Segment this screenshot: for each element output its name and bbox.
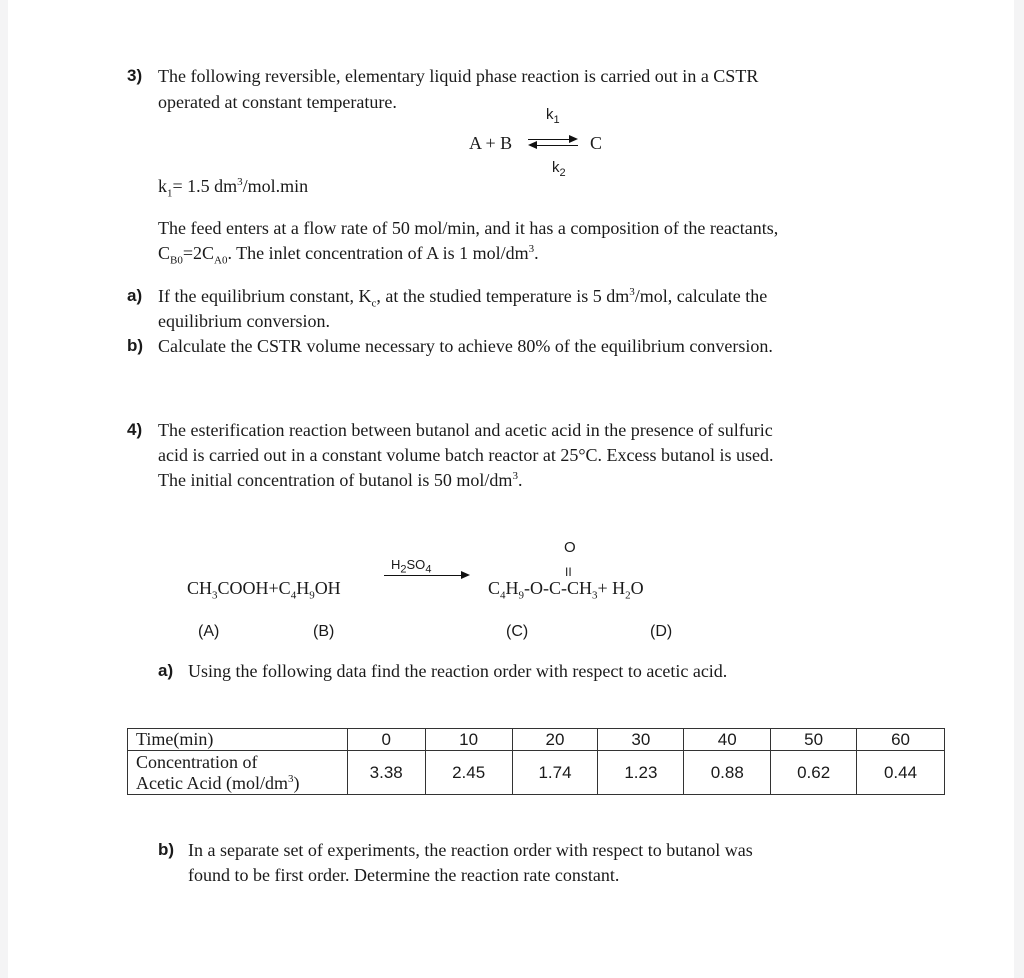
time-cell: 20 xyxy=(512,729,598,751)
time-cell: 10 xyxy=(425,729,512,751)
carbonyl-double-bond: II xyxy=(565,565,572,579)
equation-products: $C_4H_9-O-C-CH_3+ H_2O$ xyxy=(488,578,644,602)
q3-number: 3) xyxy=(127,66,143,85)
label-a: (A) xyxy=(198,623,220,640)
q4-text-line1: The esterification reaction between butanol and acetic acid in the presence of sulfuric xyxy=(158,420,773,440)
carbonyl-oxygen: O xyxy=(564,539,576,556)
q4-text-line3: The initial concentration of butanol is 50 mol/$dm^3$. xyxy=(158,470,523,490)
label-d: (D) xyxy=(650,623,673,640)
q3-text-line2: operated at constant temperature. xyxy=(158,92,397,112)
reaction-reactants: A + B xyxy=(469,133,513,153)
concentration-cell: 1.23 xyxy=(598,751,684,795)
q4a-label: a) xyxy=(158,661,174,680)
feed-line2: $C_{B0}=2C_{A0}$. The inlet concentration of A is 1 mol/$dm^3$. xyxy=(158,243,539,267)
q3a-line2: equilibrium conversion. xyxy=(158,311,330,331)
q3a-label: a) xyxy=(127,286,143,305)
q3b-label: b) xyxy=(127,336,144,355)
q3a-line1: If the equilibrium constant, $K_c$, at the studied temperature is 5 $dm^3$/mol, calculate the xyxy=(158,286,768,310)
q4-text-line2: acid is carried out in a constant volume batch reactor at 25°C. Excess butanol is used. xyxy=(158,445,774,465)
equation-reactants: $CH_3COOH+C_4H_9OH$ xyxy=(187,578,341,602)
k1-label: $k_1$ xyxy=(546,106,560,126)
time-header: Time(min) xyxy=(128,729,348,751)
label-c: (C) xyxy=(506,623,529,640)
q3b-text: Calculate the CSTR volume necessary to achieve 80% of the equilibrium conversion. xyxy=(158,336,773,356)
q3-text-line1: The following reversible, elementary liquid phase reaction is carried out in a CSTR xyxy=(158,66,759,86)
time-cell: 30 xyxy=(598,729,684,751)
time-cell: 60 xyxy=(857,729,945,751)
concentration-cell: 2.45 xyxy=(425,751,512,795)
q4b-line2: found to be first order. Determine the reaction rate constant. xyxy=(188,865,620,885)
k1-value: $k_1= 1.5$ $dm^3/mol.\min$ xyxy=(158,176,309,200)
q4a-text: Using the following data find the reaction order with respect to acetic acid. xyxy=(188,661,728,681)
catalyst-label: $H_2SO_4$ xyxy=(391,557,432,576)
reaction-product: C xyxy=(590,133,603,153)
time-cell: 50 xyxy=(771,729,857,751)
concentration-cell: 0.44 xyxy=(857,751,945,795)
concentration-cell: 0.88 xyxy=(684,751,771,795)
time-row xyxy=(128,729,945,751)
q4b-line1: In a separate set of experiments, the reaction order with respect to butanol was xyxy=(188,840,753,860)
concentration-cell: 0.62 xyxy=(771,751,857,795)
concentration-cell: 1.74 xyxy=(512,751,598,795)
q4b-label: b) xyxy=(158,840,175,859)
q4-number: 4) xyxy=(127,420,143,439)
time-cell: 40 xyxy=(684,729,771,751)
concentration-cell: 3.38 xyxy=(347,751,425,795)
label-b: (B) xyxy=(313,623,335,640)
concentration-row xyxy=(128,751,945,795)
k2-label: $k_2$ xyxy=(552,159,566,179)
concentration-table xyxy=(127,728,945,795)
concentration-header: Concentration of Acetic Acid $(mol/dm^3)$ xyxy=(128,751,348,795)
time-cell: 0 xyxy=(347,729,425,751)
feed-line1: The feed enters at a flow rate of 50 mol/min, and it has a composition of the reactants, xyxy=(158,218,779,238)
